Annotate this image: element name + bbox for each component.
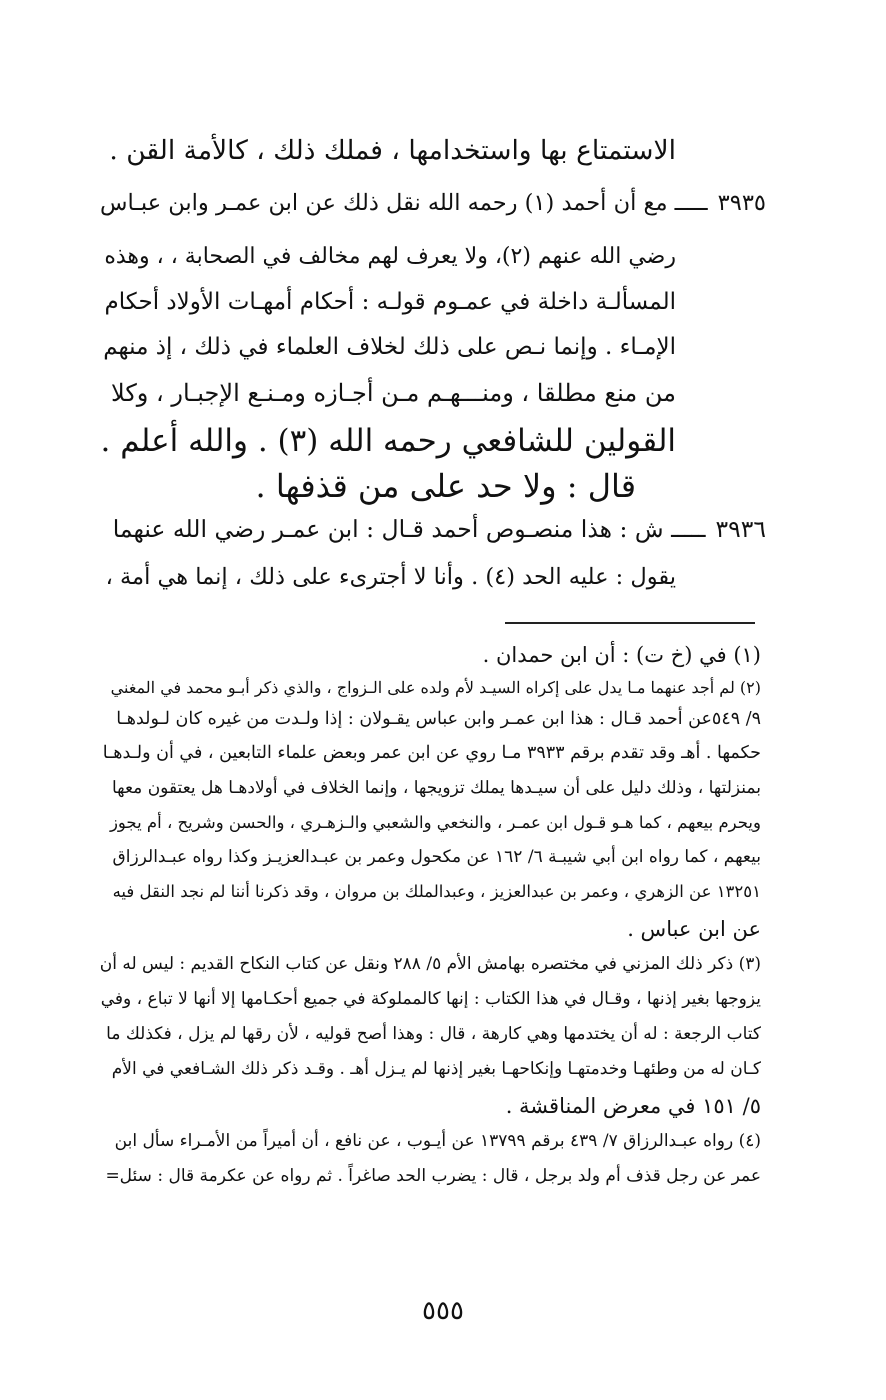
paragraph-3935-first-line xyxy=(100,192,766,215)
text-line-5: الإمـاء . وإنما نـص على ذلك لخلاف العلماء في ذلك ، إذ منهم xyxy=(103,334,676,360)
paragraph-dash: ـــــ xyxy=(667,190,708,216)
footnote-3-line-1: (٣) ذكر ذلك المزني في مختصره بهامش الأم ٥/ ٢٨٨ ونقل عن كتاب النكاح القديم : ليس له أن xyxy=(99,954,761,974)
footnote-3-line-4: كـان له من وطئهـا وخدمتهـا وإنكاحهـا بغير إذنها لم يـزل أهـ . وقـد ذكر ذلك الشـافعي في الأم xyxy=(111,1059,761,1079)
footnote-2-line-2: ٩/ ٥٤٩عن أحمد قـال : هذا ابن عمـر وابن عباس يقـولان : إذا ولـدت من غيره كان لـولدهـا xyxy=(116,709,761,729)
text-line-1: الاستمتاع بها واستخدامها ، فملك ذلك ، كالأمة القن . xyxy=(109,135,676,166)
footnote-2-line-4: بمنزلتها ، وذلك دليل على أن سيـدها يملك تزويجها ، وإنما الخلاف في أولادهـا هل يعتقون معها xyxy=(111,778,761,798)
footnote-1: (١) في (خ ت) : أن ابن حمدان . xyxy=(482,643,761,667)
paragraph-number-3936: ٣٩٣٦ xyxy=(715,515,766,543)
footnote-3-line-2: يزوجها بغير إذنها ، وقـال في هذا الكتاب : إنها كالمملوكة في جميع أحكـامها إلا أنها لا تباع ، وفي xyxy=(100,989,761,1009)
text-line-10: يقول : عليه الحد (٤) . وأنا لا أجترىء على ذلك ، إنما هي أمة ، xyxy=(105,564,676,590)
footnote-3-line-3: كتاب الرجعة : له أن يختدمها وهي كارهة ، قال : وهذا أصح قوليه ، لأن رقها لم يزل ، فكذلك ما xyxy=(106,1024,761,1044)
footnote-3-line-5: ٥/ ١٥١ في معرض المناقشة . xyxy=(505,1094,761,1118)
footnote-2-line-5: ويحرم بيعهم ، كما هـو قـول ابن عمـر ، والنخعي والشعبي والـزهـري ، والحسن وشريح ، أم يجوز xyxy=(109,813,761,832)
text-line-9: ش : هذا منصـوص أحمد قـال : ابن عمـر رضي الله عنهما xyxy=(112,515,664,543)
paragraph-3936-first-line xyxy=(112,515,766,543)
footnote-2-line-6: بيعهم ، كما رواه ابن أبي شيبـة ٦/ ١٦٢ عن مكحول وعمر بن عبـدالعزيـز وكذا رواه عبـدالرزاق xyxy=(112,847,761,867)
text-line-8: قال : ولا حد على من قذفها . xyxy=(255,467,636,505)
footnote-separator xyxy=(505,622,755,624)
footnote-2-line-1: (٢) لم أجد عنهما مـا يدل على إكراه السيـد لأم ولده على الـزواج ، والذي ذكر أبـو محمد في المغني xyxy=(110,678,761,697)
footnote-2-line-3: حكمها . أهـ وقد تقدم برقم ٣٩٣٣ مـا روي عن ابن عمر وبعض علماء التابعين ، في أن ولـدهـا xyxy=(102,743,761,763)
page-number: ٥٥٥ xyxy=(422,1296,464,1326)
text-line-3: رضي الله عنهم (٢)، ولا يعرف لهم مخالف في الصحابة ، ، وهذه xyxy=(104,244,676,269)
footnote-4-line-2: عمر عن رجل قذف أم ولد برجل ، قال : يضرب الحد صاغراً . ثم رواه عن عكرمة قال : سئل= xyxy=(105,1166,761,1186)
footnote-2-line-7: ١٣٢٥١ عن الزهري ، وعمر بن عبدالعزيز ، وعبدالملك بن مروان ، وقد ذكرنا أننا لم نجد النقل فيه xyxy=(112,882,761,901)
paragraph-number-3935: ٣٩٣٥ xyxy=(717,190,766,216)
text-line-6: من منع مطلقا ، ومنـــهـم مـن أجـازه ومـنـع الإجبـار ، وكلا xyxy=(111,379,676,407)
footnote-4-line-1: (٤) رواه عبـدالرزاق ٧/ ٤٣٩ برقم ١٣٧٩٩ عن أيـوب ، عن نافع ، أن أميراً من الأمـراء سأل ابن xyxy=(114,1131,761,1151)
paragraph-dash: ـــــ xyxy=(663,515,706,543)
text-line-2: مع أن أحمد (١) رحمه الله نقل ذلك عن ابن عمـر وابن عبـاس xyxy=(100,190,668,216)
text-line-4: المسألـة داخلة في عمـوم قولـه : أحكام أمهـات الأولاد أحكام xyxy=(104,289,676,315)
footnote-2-line-8: عن ابن عباس . xyxy=(627,917,761,941)
text-line-7: القولين للشافعي رحمه الله (٣) . والله أعلم . xyxy=(100,423,676,459)
